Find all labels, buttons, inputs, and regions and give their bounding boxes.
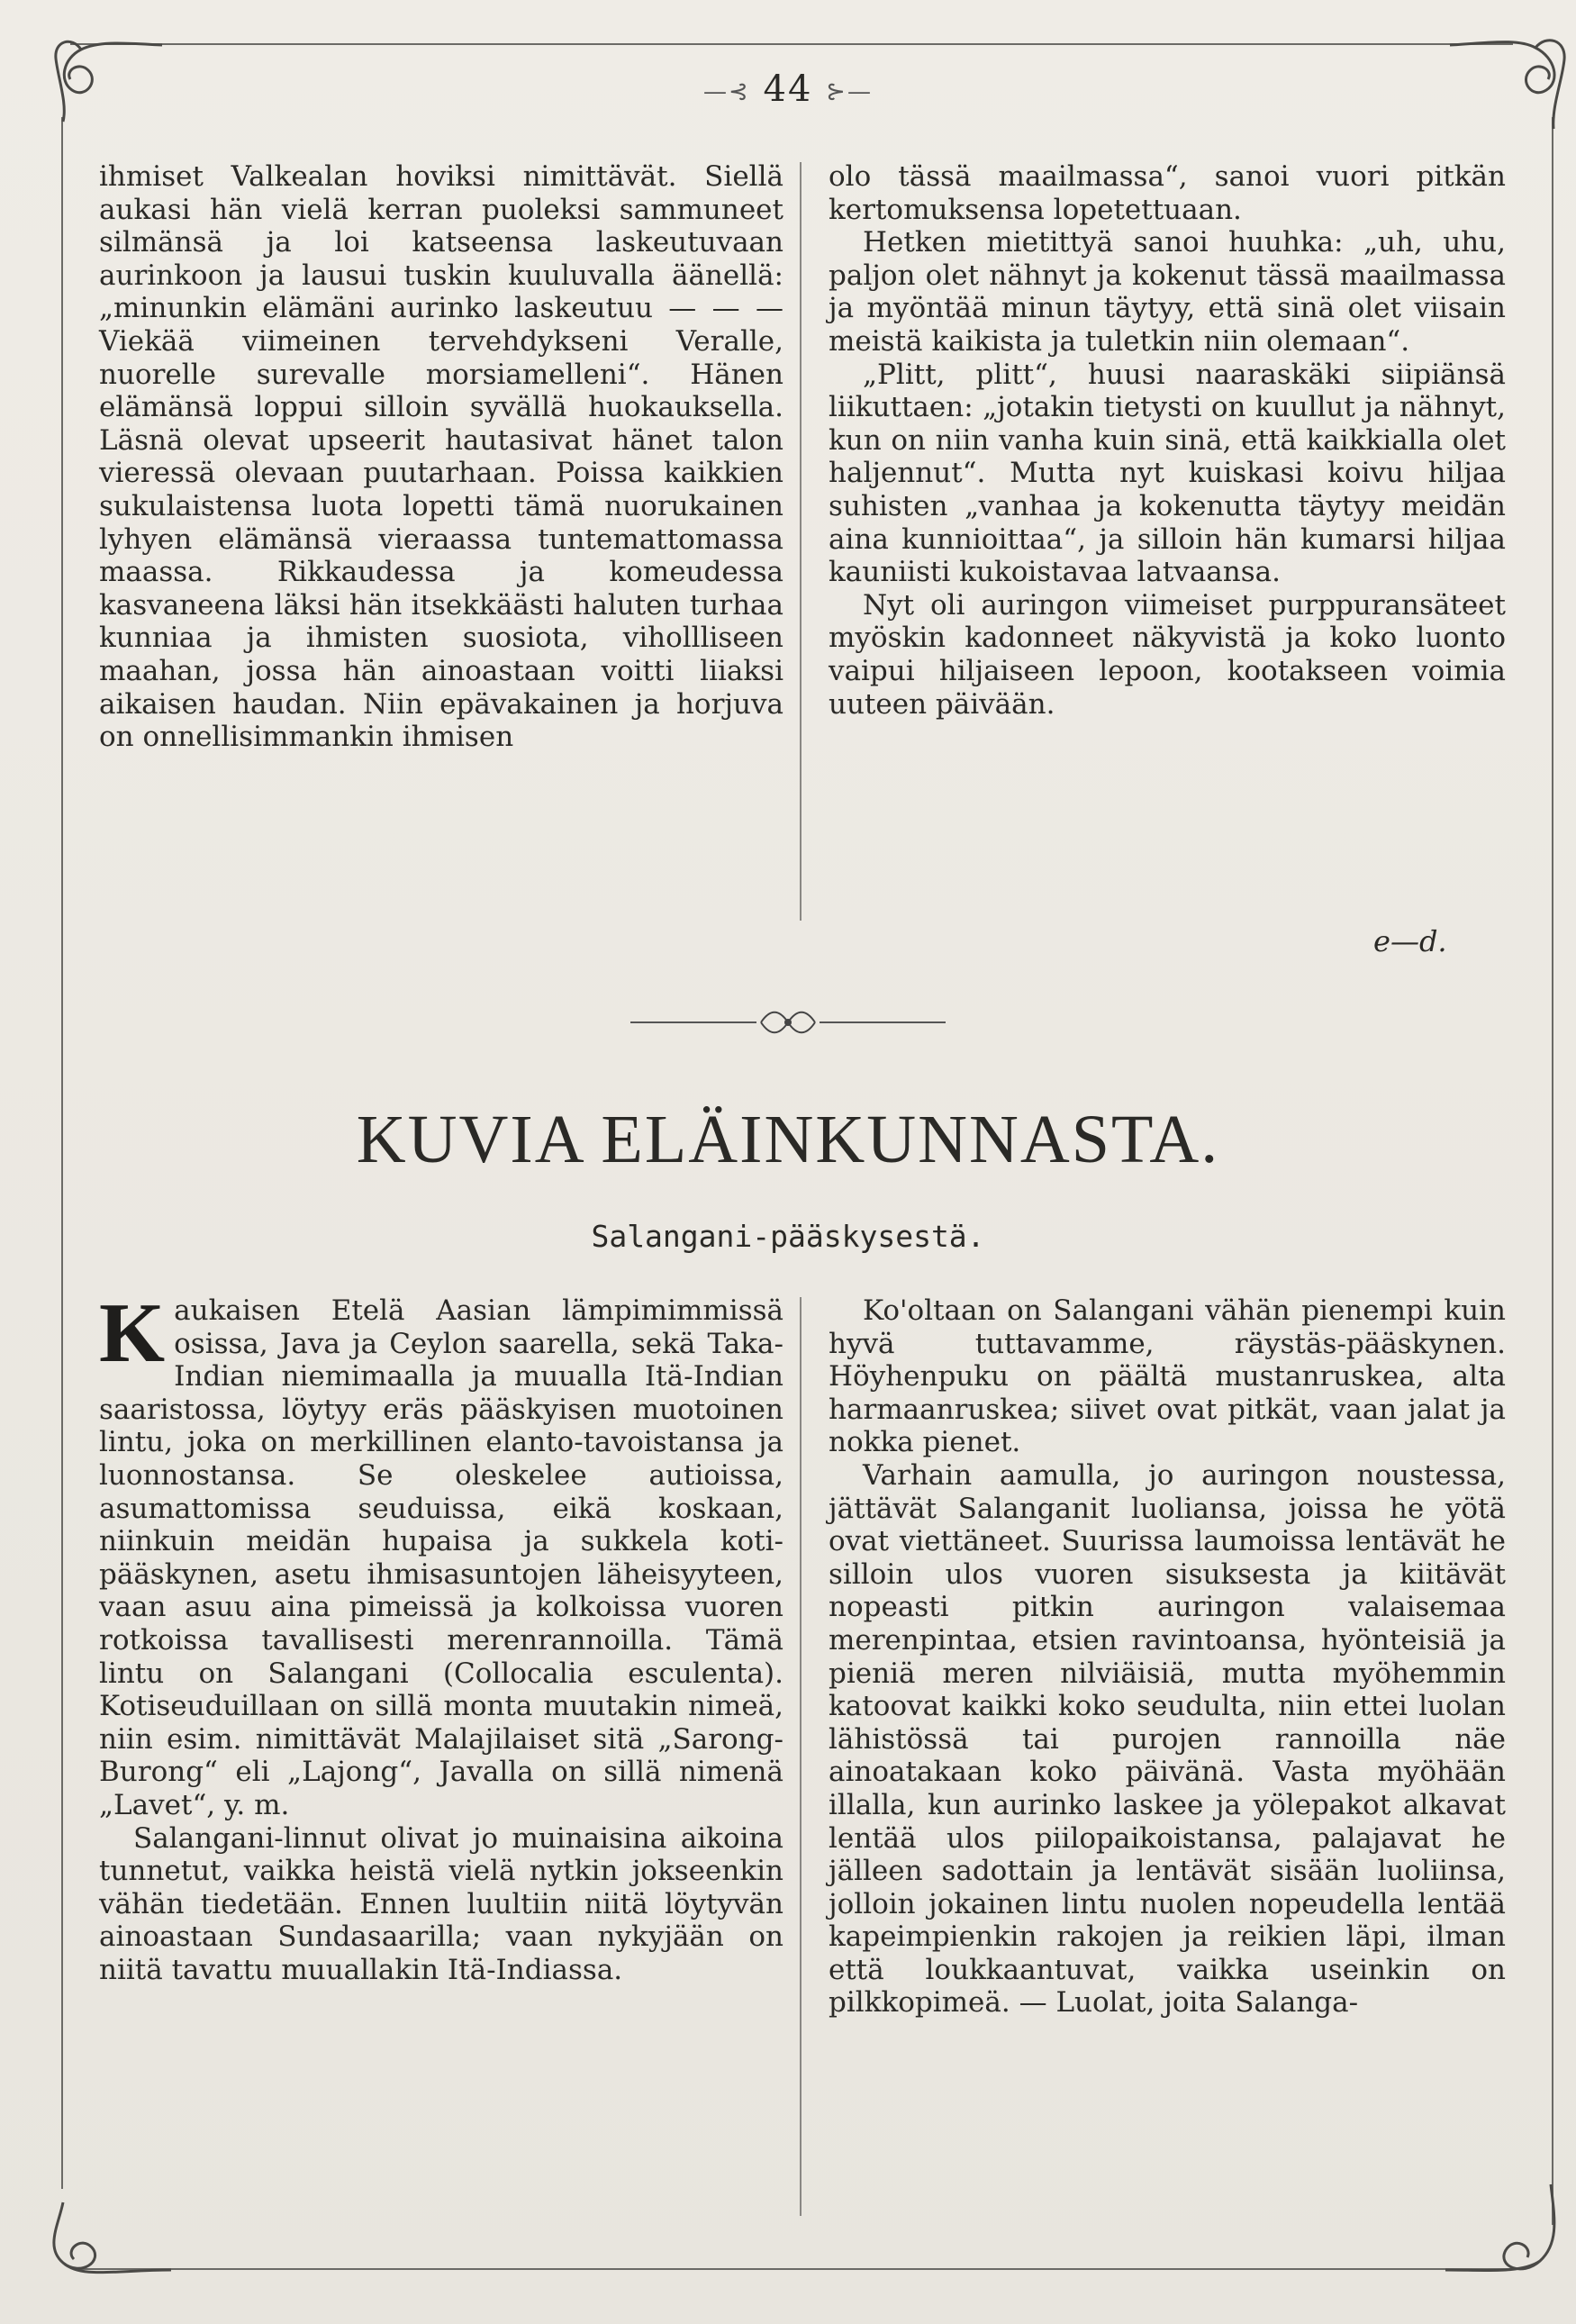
frame-top-rule: [70, 43, 1513, 45]
paragraph: Nyt oli auringon viimeiset purppuransäteet myöskin kadonneet näkyvistä ja koko luonto vaipui hiljaiseen lepoon, kootakseen voimia uuteen päivään.: [829, 588, 1506, 721]
article-left-column: [99, 1286, 783, 1986]
signature: e—d.: [1373, 924, 1447, 958]
article-right-column: [829, 1294, 1506, 2020]
paragraph: Hetken mietittyä sanoi huuhka: „uh, uhu, paljon olet nähnyt ja kokenut tässä maailmassa ja myöntää minun täytyy, että sinä olet viisain meistä kaikista ja tuletkin niin olemaan“.: [829, 226, 1506, 358]
paragraph: Salangani-linnut olivat jo muinaisina aikoina tunnetut, vaikka heistä vielä nytkin jokseenkin vähän tiedetään. Ennen luultiin niitä löytyvän ainoastaan Sundasaarilla; vaan nykyjään on niitä tavattu muuallakin Itä-Indiassa.: [99, 1821, 783, 1986]
page-number-ornament-left: —⊰: [703, 78, 750, 105]
article-title: KUVIA ELÄINKUNNASTA.: [356, 1102, 1220, 1177]
page-number-ornament-right: ⊱—: [826, 78, 873, 105]
paragraph-text: aukaisen Etelä Aasian lämpimimmissä osissa, Java ja Ceylon saarella, sekä Taka-Indian niemimaalla ja muualla Itä-Indian saaristossa, löytyy eräs pääskyisen muotoinen lintu, joka on merkillinen elanto-tavoistansa ja luonnostansa. Se oleskelee autioissa, asumattomissa seuduissa, eikä koskaan, niinkuin meidän hupaisa ja sukkela koti-pääskynen, asetu ihmisasuntojen läheisyyteen, vaan asuu aina pimeissä ja kolkoissa vuoren rotkoissa tavallisesti merenrannoilla. Tämä lintu on Salangani (Collocalia esculenta). Kotiseuduillaan on sillä monta muutakin nimeä, niin esim. nimittävät Malajilaiset sitä „Sarong-Burong“ eli „Lajong“, Javalla on sillä nimenä „Lavet“, y. m.: [99, 1294, 783, 1821]
section-divider-ornament: [630, 1004, 946, 1040]
drop-cap: K: [99, 1286, 166, 1380]
paragraph: Ko'oltaan on Salangani vähän pienempi kuin hyvä tuttavamme, räystäs-pääskynen. Höyhenpuku on päältä mustanruskea, alta harmaanruskea; siivet ovat pitkät, vaan jalat ja nokka pienet.: [829, 1294, 1506, 1459]
column-rule-top: [800, 162, 802, 921]
corner-ornament-bottom-right: [1441, 2180, 1567, 2301]
paragraph: „Plitt, plitt“, huusi naaraskäki siipiänsä liikuttaen: „jotakin tietysti on kuullut ja nähnyt, kun on niin vanha kuin sinä, että kaikkialla olet haljennut“. Mutta nyt kuiskasi koivu hiljaa suhisten „vanhaa ja kokenutta täytyy meidän aina kunnioittaa“, ja silloin hän kumarsi hiljaa kauniisti kukoistavaa latvaansa.: [829, 358, 1506, 589]
top-left-column: [99, 160, 783, 754]
article-subtitle: Salangani-pääskysestä.: [591, 1219, 985, 1254]
top-right-column: [829, 160, 1506, 721]
paragraph: ihmiset Valkealan hoviksi nimittävät. Siellä aukasi hän vielä kerran puoleksi sammuneet silmänsä ja loi katseensa laskeutuvaan aurinkoon ja lausui tuskin kuuluvalla äänellä: „minunkin elämäni aurinko laskeutuu — — — Viekää viimeinen tervehdykseni Veralle, nuorelle surevalle morsiamelleni“. Hänen elämänsä loppui silloin syvällä huokauksella. Läsnä olevat upseerit hautasivat hänet talon vieressä olevaan puutarhaan. Poissa kaikkien sukulaistensa luota lopetti tämä nuorukainen lyhyen elämänsä vieraassa tuntemattomassa maassa. Rikkaudessa ja komeudessa kasvaneena läksi hän itsekkäästi haluten turhaa kunniaa ja ihmisten suosiota, vihollliseen maahan, jossa hän ainoastaan voitti liiaksi aikaisen haudan. Niin epävakainen ja horjuva on onnellisimmankin ihmisen: [99, 160, 783, 754]
paragraph: Varhain aamulla, jo auringon noustessa, jättävät Salanganit luoliansa, joissa he yötä ovat viettäneet. Suurissa laumoissa lentävät he silloin ulos vuoren sisuksesta ja kiitävät nopeasti pitkin auringon valaisemaa merenpintaa, etsien ravintoansa, hyönteisiä ja pieniä meren nilviäisiä, mutta myöhemmin katoovat kaikki koko seudulta, niin ettei luolan lähistössä tai purojen rannoilla näe ainoatakaan koko päivänä. Vasta myöhään illalla, kun aurinko laskee ja yölepakot alkavat lentää ulos piilopaikoistansa, palajavat he jälleen sadottain ja lentävät sisään luoliinsa, jolloin jokainen lintu nuolen nopeudella lentää kapeimpienkin rakojen ja reikien läpi, ilman että loukkaantuvat, vaikka useinkin on pilkkopimeä. — Luolat, joita Salanga-: [829, 1458, 1506, 2020]
page-number: 44: [763, 68, 813, 110]
frame-bottom-rule: [74, 2268, 1511, 2270]
paragraph-with-drop-cap: [99, 1286, 783, 1822]
corner-ornament-bottom-left: [36, 2198, 180, 2301]
paragraph: olo tässä maailmassa“, sanoi vuori pitkän kertomuksensa lopetettuaan.: [829, 160, 1506, 226]
page-number-line: [0, 68, 1576, 110]
column-rule-article: [800, 1297, 802, 2216]
